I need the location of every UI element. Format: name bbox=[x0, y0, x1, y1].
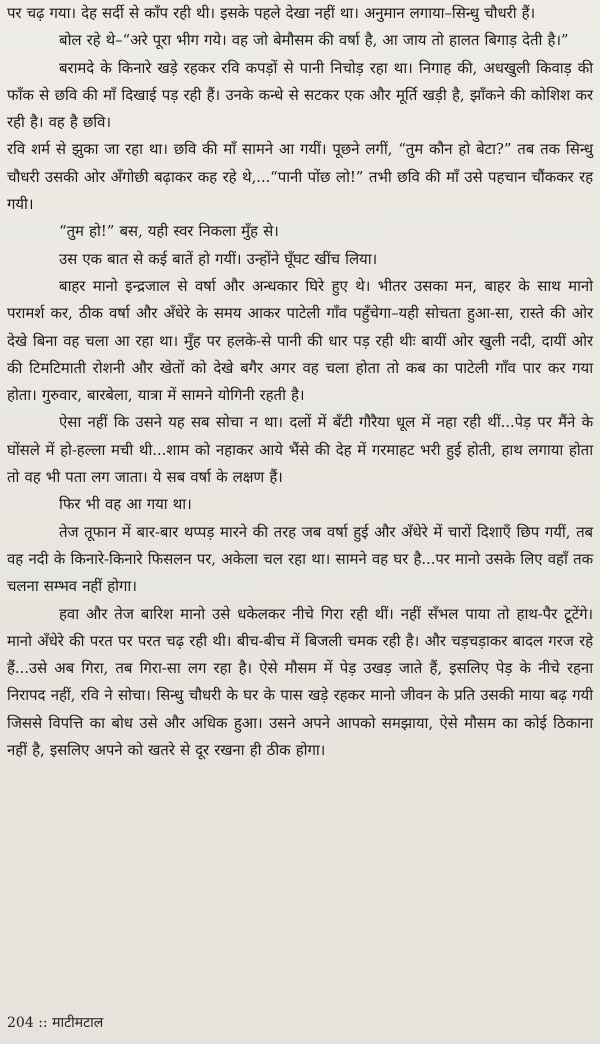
page-body bbox=[7, 0, 593, 764]
footer-separator: :: bbox=[38, 1015, 48, 1031]
paragraph: हवा और तेज बारिश मानो उसे धकेलकर नीचे गिरा रही थीं। नहीं सँभल पाया तो हाथ-पैर टूटेंगे। मानो अँधेरे की परत पर परत चढ़ रही थी। बीच-बीच में बिजली चमक रही है। और चड़चड़ाकर बादल गरज रहे हैं...उसे अब गिरा, तब गिरा-सा लग रहा है। ऐसे मौसम में पेड़ उखड़ जाते हैं, इसलिए पेड़ के नीचे रहना निरापद नहीं, रवि ने सोचा। सिन्धु चौधरी के घर के पास खड़े रहकर मानो जीवन के प्रति उसकी माया बढ़ गयी जिससे विपत्ति का बोध उसे और अधिक हुआ। उसने अपने आपको समझाया, ऐसे मौसम का कोई ठिकाना नहीं है, इसलिए अपने को खतरे से दूर रखना ही ठीक होगा। bbox=[7, 604, 593, 760]
paragraph: “तुम हो!” बस, यही स्वर निकला मुँह से। bbox=[59, 222, 279, 241]
paragraph: ऐसा नहीं कि उसने यह सब सोचा न था। दलों में बँटी गौरैया धूल में नहा रही थीं...पेड़ पर मैंने के घोंसले में हो-हल्ला मची थी...शाम को नहाकर आये भैंसे की देह में गरमाहट भरी हुई होती, हाथ लगाया होता तो वह भी पता लग जाता। ये सब वर्षा के लक्षण हैं। bbox=[7, 413, 593, 487]
paragraph: तेज तूफान में बार-बार थप्पड़ मारने की तरह जब वर्षा हुई और अँधेरे में चारों दिशाएँ छिप गयीं, तब वह नदी के किनारे-किनारे फिसलन पर, अकेला चल रहा था। सामने वह घर है...पर मानो उसके लिए वहाँ तक चलना सम्भव नहीं होगा। bbox=[7, 522, 593, 596]
paragraph: फिर भी वह आ गया था। bbox=[59, 495, 192, 514]
book-title: माटीमटाल bbox=[52, 1015, 104, 1031]
paragraph: उस एक बात से कई बातें हो गयीं। उन्होंने घूँघट खींच लिया। bbox=[59, 249, 378, 268]
paragraph: बरामदे के किनारे खड़े रहकर रवि कपड़ों से पानी निचोड़ रहा था। निगाह की, अधखुली किवाड़ की फाँक से छवि की माँ दिखाई पड़ रही हैं। उनके कन्धे से सटकर एक और मूर्ति खड़ी है, झाँकने की कोशिश कर रही है। वह है छवि। bbox=[7, 58, 593, 132]
page-number: 204 bbox=[7, 1015, 34, 1031]
paragraph: बोल रहे थे–“अरे पूरा भीग गये। वह जो बेमौसम की वर्षा है, आ जाय तो हालत बिगाड़ देती है।” bbox=[59, 31, 569, 50]
paragraph: पर चढ़ गया। देह सर्दी से काँप रही थी। इसके पहले देखा नहीं था। अनुमान लगाया–सिन्धु चौधरी हैं। bbox=[7, 4, 536, 22]
paragraph: बाहर मानो इन्द्रजाल से वर्षा और अन्धकार घिरे हुए थे। भीतर उसका मन, बाहर के साथ मानो परामर्श कर, ठीक वर्षा और अँधेरे के समय आकर पाटेली गाँव पहुँचेगा–यही सोचता हुआ-सा, रास्ते की ओर देखे बिना वह चला आ रहा था। मुँह पर हलके-से पानी की धार पड़ रही थीः बायीं ओर खुली नदी, दायीं ओर की टिमटिमाती रोशनी और खेतों को देखे बगैर अगर वह चला होता तो कब का पाटेली गाँव पार कर गया होता। गुरुवार, बारबेला, यात्रा में सामने योगिनी रहती है। bbox=[7, 276, 593, 405]
paragraph: रवि शर्म से झुका जा रहा था। छवि की माँ सामने आ गयीं। पूछने लगीं, “तुम कौन हो बेटा?” तब तक सिन्धु चौधरी उसकी ओर अँगोछी बढ़ाकर कह रहे थे,...“पानी पोंछ लो!” तभी छवि की माँ उसे पहचान चौंककर रह गयी। bbox=[7, 140, 593, 214]
page-footer bbox=[7, 1013, 103, 1032]
